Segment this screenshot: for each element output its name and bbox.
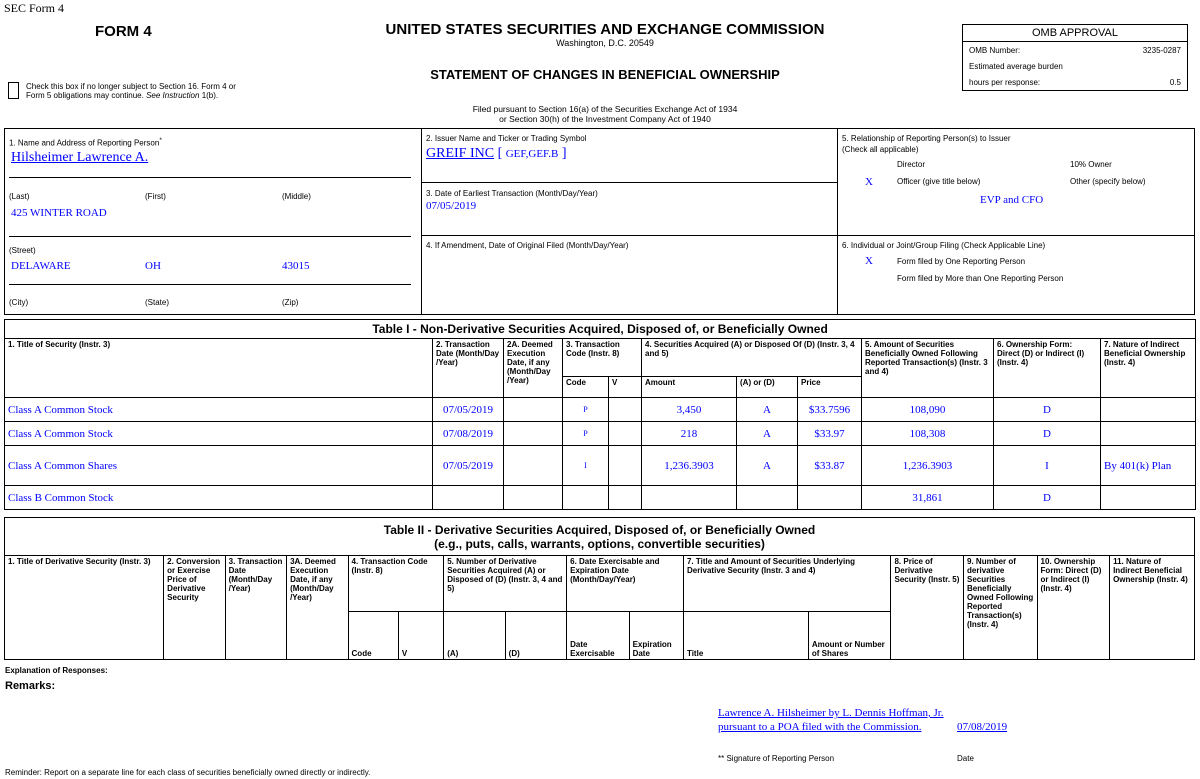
t1-header-title: 1. Title of Security (Instr. 3) <box>5 339 433 398</box>
first-label: (First) <box>145 192 166 201</box>
issuer-label: 2. Issuer Name and Ticker or Trading Symbol <box>426 134 587 143</box>
earliest-transaction-date: 07/05/2019 <box>426 200 477 212</box>
street-label: (Street) <box>9 246 36 255</box>
issuer-name-link[interactable]: GREIF INC <box>426 146 495 161</box>
zip-label: (Zip) <box>282 298 299 307</box>
form-name: FORM 4 <box>95 23 152 40</box>
t1-nature: By 401(k) Plan <box>1101 446 1196 486</box>
t2-sub-exercisable: Date Exercisable <box>567 612 629 660</box>
t1-owned: 31,861 <box>862 486 994 510</box>
t2-header-number: 5. Number of Derivative Securities Acquired (A) or Disposed of (D) (Instr. 3, 4 and 5) <box>444 556 567 612</box>
t1-deemed <box>504 422 563 446</box>
t1-sub-v: V <box>609 377 642 398</box>
date-label: Date <box>957 754 974 763</box>
t1-code: P <box>563 422 609 446</box>
t2-header-underlying: 7. Title and Amount of Securities Underlying Derivative Security (Instr. 3 and 4) <box>683 556 891 612</box>
signature-link[interactable]: Lawrence A. Hilsheimer by L. Dennis Hoffman, Jr. pursuant to a POA filed with the Commission. <box>718 707 944 733</box>
section16-checkbox-label <box>26 82 251 100</box>
street-address: 425 WINTER ROAD <box>11 207 107 219</box>
t1-header-acquired: 4. Securities Acquired (A) or Disposed Of (D) (Instr. 3, 4 and 5) <box>642 339 862 377</box>
t2-header-code: 4. Transaction Code (Instr. 8) <box>348 556 444 612</box>
t1-amount: 218 <box>642 422 737 446</box>
agency-name: UNITED STATES SECURITIES AND EXCHANGE COMMISSION <box>385 21 825 38</box>
t1-title: Class A Common Stock <box>5 422 433 446</box>
t1-deemed <box>504 486 563 510</box>
remarks-label: Remarks: <box>5 680 56 692</box>
t1-nature <box>1101 422 1196 446</box>
filed-line-1: Filed pursuant to Section 16(a) of the Securities Exchange Act of 1934 <box>472 104 738 114</box>
t1-form: D <box>994 398 1101 422</box>
filed-line-2: or Section 30(h) of the Investment Company Act of 1940 <box>499 114 711 124</box>
t2-sub-expiration: Expiration Date <box>629 612 683 660</box>
t2-header-title: 1. Title of Derivative Security (Instr. 3) <box>5 556 164 660</box>
t1-form: I <box>994 446 1101 486</box>
ten-percent-owner-label: 10% Owner <box>1070 160 1112 169</box>
t1-title: Class B Common Stock <box>5 486 433 510</box>
agency-header <box>330 21 880 48</box>
t1-owned: 108,308 <box>862 422 994 446</box>
t1-deemed <box>504 398 563 422</box>
checkbox-text-end: 1(b). <box>201 91 219 100</box>
t2-header-nature: 11. Nature of Indirect Beneficial Ownership (Instr. 4) <box>1110 556 1195 660</box>
t1-date: 07/05/2019 <box>433 398 504 422</box>
t2-sub-code: Code <box>348 612 398 660</box>
t1-deemed <box>504 446 563 486</box>
t1-date: 07/05/2019 <box>433 446 504 486</box>
other-label: Other (specify below) <box>1070 177 1146 186</box>
reporting-info-section <box>4 128 1195 315</box>
t1-sub-aord: (A) or (D) <box>737 377 798 398</box>
t2-header-date: 3. Transaction Date (Month/Day /Year) <box>225 556 286 660</box>
omb-number-label: OMB Number: <box>969 45 1021 55</box>
filing-mark: X <box>865 255 873 267</box>
checkbox-text: Check this box if no longer subject to Section 16. Form 4 or Form 5 obligations may continue. <box>26 82 236 100</box>
omb-hours-label: hours per response: <box>969 77 1041 87</box>
t2-header-exercisable: 6. Date Exercisable and Expiration Date (Month/Day/Year) <box>567 556 684 612</box>
t2-sub-title: Title <box>683 612 808 660</box>
t1-sub-code: Code <box>563 377 609 398</box>
t2-header-price: 8. Price of Derivative Security (Instr. 5) <box>891 556 964 660</box>
t2-sub-d: (D) <box>505 612 566 660</box>
sec-form-label: SEC Form 4 <box>4 1 65 15</box>
omb-hours-value: 0.5 <box>1169 77 1181 87</box>
transaction-date-label: 3. Date of Earliest Transaction (Month/Day/Year) <box>426 189 598 198</box>
agency-location: Washington, D.C. 20549 <box>556 38 654 48</box>
t2-header-form: 10. Ownership Form: Direct (D) or Indirect (I) (Instr. 4) <box>1037 556 1110 660</box>
t1-header-code: 3. Transaction Code (Instr. 8) <box>563 339 642 377</box>
zip-value: 43015 <box>282 260 310 272</box>
t1-amount: 1,236.3903 <box>642 446 737 486</box>
table-row <box>5 422 1196 446</box>
t1-owned: 1,236.3903 <box>862 446 994 486</box>
omb-burden-label: Estimated average burden <box>969 61 1063 71</box>
t2-header-owned: 9. Number of derivative Securities Beneficially Owned Following Reported Transaction(s) (Instr. 4) <box>964 556 1038 660</box>
t1-date <box>433 486 504 510</box>
t1-price: $33.87 <box>798 446 862 486</box>
t2-header-conversion: 2. Conversion or Exercise Price of Derivative Security <box>164 556 225 660</box>
t1-sub-amount: Amount <box>642 377 737 398</box>
checkbox-text-italic: See Instruction <box>146 91 200 100</box>
t1-header-deemed: 2A. Deemed Execution Date, if any (Month/Day /Year) <box>504 339 563 398</box>
relationship-sub: (Check all applicable) <box>842 145 919 154</box>
t1-v <box>609 486 642 510</box>
state-label: (State) <box>145 298 170 307</box>
t1-header-owned: 5. Amount of Securities Beneficially Owned Following Reported Transaction(s) (Instr. 3 and 4) <box>862 339 994 398</box>
issuer-name-line: GREIF INC [ GEF,GEF.B ] <box>426 146 567 161</box>
t1-title: Class A Common Shares <box>5 446 433 486</box>
table-row <box>5 398 1196 422</box>
t1-v <box>609 398 642 422</box>
director-label: Director <box>897 160 926 169</box>
omb-approval-box <box>962 24 1188 91</box>
table-row <box>5 446 1196 486</box>
t1-price <box>798 486 862 510</box>
t1-price: $33.97 <box>798 422 862 446</box>
statement-title: STATEMENT OF CHANGES IN BENEFICIAL OWNERSHIP <box>430 67 780 82</box>
officer-mark: X <box>865 176 873 188</box>
t1-form: D <box>994 486 1101 510</box>
t2-sub-v: V <box>398 612 443 660</box>
t1-amount: 3,450 <box>642 398 737 422</box>
t2-header-deemed: 3A. Deemed Execution Date, if any (Month/Day /Year) <box>287 556 348 660</box>
t1-title: Class A Common Stock <box>5 398 433 422</box>
table-1-caption: Table I - Non-Derivative Securities Acquired, Disposed of, or Beneficially Owned <box>5 320 1196 339</box>
filed-pursuant <box>330 104 880 124</box>
officer-label: Officer (give title below) <box>897 177 981 186</box>
t1-code: I <box>563 446 609 486</box>
t1-sub-price: Price <box>798 377 862 398</box>
t1-header-form: 6. Ownership Form: Direct (D) or Indirect (I) (Instr. 4) <box>994 339 1101 398</box>
table-2-caption-line-2: (e.g., puts, calls, warrants, options, convertible securities) <box>434 536 765 551</box>
t1-price: $33.7596 <box>798 398 862 422</box>
filing-more-label: Form filed by More than One Reporting Person <box>897 274 1064 283</box>
t1-aord: A <box>737 446 798 486</box>
table-2-caption <box>5 518 1195 556</box>
reporting-person-label: 1. Name and Address of Reporting Person* <box>9 137 162 148</box>
middle-label: (Middle) <box>282 192 311 201</box>
city-label: (City) <box>9 298 29 307</box>
t1-header-date: 2. Transaction Date (Month/Day /Year) <box>433 339 504 398</box>
t2-sub-amount: Amount or Number of Shares <box>808 612 891 660</box>
t1-aord: A <box>737 422 798 446</box>
t1-v <box>609 446 642 486</box>
t1-code <box>563 486 609 510</box>
filing-one-label: Form filed by One Reporting Person <box>897 257 1026 266</box>
signature-date[interactable]: 07/08/2019 <box>957 721 1008 733</box>
t1-aord: A <box>737 398 798 422</box>
relationship-label: 5. Relationship of Reporting Person(s) to Issuer <box>842 134 1011 143</box>
t1-v <box>609 422 642 446</box>
officer-title: EVP and CFO <box>980 194 1044 206</box>
explanation-label: Explanation of Responses: <box>5 666 108 675</box>
omb-title: OMB APPROVAL <box>963 25 1187 42</box>
t2-sub-a: (A) <box>444 612 505 660</box>
t1-aord <box>737 486 798 510</box>
t1-nature <box>1101 486 1196 510</box>
t1-code: P <box>563 398 609 422</box>
section16-checkbox[interactable] <box>8 82 19 99</box>
reporting-person-name-link[interactable]: Hilsheimer Lawrence A. <box>11 150 149 165</box>
reminder-text: Reminder: Report on a separate line for each class of securities beneficially owned directly or indirectly. <box>5 768 371 777</box>
t1-form: D <box>994 422 1101 446</box>
t1-nature <box>1101 398 1196 422</box>
ticker-symbol: GEF,GEF.B <box>505 148 559 160</box>
amendment-label: 4. If Amendment, Date of Original Filed (Month/Day/Year) <box>426 241 629 250</box>
city-value: DELAWARE <box>11 260 71 272</box>
state-value: OH <box>145 260 161 272</box>
t1-date: 07/08/2019 <box>433 422 504 446</box>
t1-header-nature: 7. Nature of Indirect Beneficial Ownership (Instr. 4) <box>1101 339 1196 398</box>
last-label: (Last) <box>9 192 30 201</box>
table-2-derivative <box>4 517 1195 660</box>
table-row <box>5 486 1196 510</box>
signature-label: ** Signature of Reporting Person <box>718 754 835 763</box>
filing-label: 6. Individual or Joint/Group Filing (Check Applicable Line) <box>842 241 1046 250</box>
t1-owned: 108,090 <box>862 398 994 422</box>
omb-number-value: 3235-0287 <box>1142 45 1181 55</box>
table-2-caption-line-1: Table II - Derivative Securities Acquired, Disposed of, or Beneficially Owned <box>383 522 816 537</box>
t1-amount <box>642 486 737 510</box>
table-1-non-derivative <box>4 319 1196 510</box>
